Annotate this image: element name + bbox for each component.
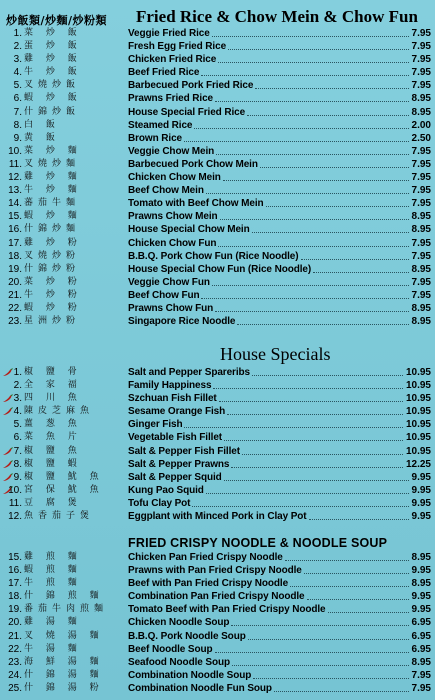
menu-item [0, 119, 435, 132]
item-price: 7.95 [411, 158, 431, 170]
item-name: Combination Noodle Soup [128, 669, 252, 681]
dot-leader [224, 472, 409, 481]
item-chinese-name: 牛 煎 麵 [24, 578, 82, 589]
item-number: 19. [8, 604, 22, 616]
item-number: 9. [13, 471, 22, 483]
item-price: 7.95 [411, 67, 431, 79]
item-number: 12. [8, 172, 22, 184]
item-chinese-name: 全 家 福 [24, 380, 82, 391]
item-price: 7.95 [411, 185, 431, 197]
dot-leader [228, 41, 409, 50]
menu-item [0, 40, 435, 53]
menu-item [0, 379, 435, 392]
dot-leader [218, 238, 408, 247]
dot-leader [242, 446, 403, 455]
item-chinese-name: 牛 湯 麵 [24, 643, 82, 654]
menu-item [0, 302, 435, 315]
item-chinese-name: 蝦 炒 粉 [24, 302, 82, 313]
item-name: Vegetable Fish Fillet [128, 432, 223, 444]
menu-item [0, 79, 435, 92]
item-name: Veggie Chow Fun [128, 276, 210, 288]
item-name: Chicken Chow Mein [128, 172, 221, 184]
menu-item [0, 643, 435, 656]
item-number: 17. [8, 237, 22, 249]
dot-leader [213, 380, 403, 389]
item-price: 10.95 [405, 380, 431, 392]
item-name: Salt and Pepper Spareribs [128, 367, 250, 378]
item-chinese-name: 椒 鹽 魷 魚 [24, 471, 104, 482]
item-name: Salt & Pepper Prawns [128, 458, 230, 470]
item-price: 7.95 [411, 80, 431, 92]
menu-item [0, 106, 435, 119]
dot-leader [206, 185, 409, 194]
item-price: 7.95 [411, 172, 431, 184]
item-name: Barbecued Pork Fried Rice [128, 80, 254, 92]
section-title-house-specials: House Specials [220, 344, 331, 364]
dot-leader [201, 290, 408, 299]
item-chinese-name: 蝦 炒 飯 [24, 93, 82, 104]
menu-item [0, 184, 435, 197]
menu-item [0, 289, 435, 302]
item-price: 7.95 [411, 250, 431, 262]
item-number: 4. [13, 67, 22, 79]
dot-leader [215, 644, 409, 653]
item-number: 21. [8, 289, 22, 301]
menu-item [0, 392, 435, 405]
dot-leader [215, 303, 408, 312]
item-chinese-name: 蕃茄牛麵 [24, 198, 81, 209]
menu-item [0, 669, 435, 682]
dot-leader [212, 28, 409, 37]
dot-leader [328, 604, 409, 613]
item-chinese-name: 什 錦 湯 麵 [24, 669, 104, 680]
menu-item [0, 250, 435, 263]
menu-item [0, 237, 435, 250]
dot-leader [301, 251, 409, 260]
item-number: 17. [8, 578, 22, 590]
item-chinese-name: 魚香茄子煲 [24, 511, 95, 522]
menu-item [0, 471, 435, 484]
item-number: 2. [13, 41, 22, 53]
menu-item [0, 92, 435, 105]
menu-item [0, 458, 435, 471]
item-name: Ginger Fish [128, 419, 183, 431]
menu-item [0, 210, 435, 223]
item-price: 9.95 [411, 511, 431, 523]
dot-leader [255, 80, 408, 89]
dot-leader [212, 277, 409, 286]
item-name: Prawns with Pan Fried Crispy Noodle [128, 565, 302, 577]
section-title-fried-rice: Fried Rice & Chow Mein & Chow Fun [136, 7, 418, 26]
item-name: Tomato with Beef Chow Mein [128, 198, 264, 210]
dot-leader [194, 120, 408, 129]
item-number: 16. [8, 565, 22, 577]
item-price: 10.95 [405, 419, 431, 431]
dot-leader [216, 146, 408, 155]
item-chinese-name: 什錦炒麵 [24, 224, 81, 235]
menu-item [0, 431, 435, 444]
noodle-soup-section [0, 551, 435, 695]
item-chinese-name: 蝦 炒 麵 [24, 211, 82, 222]
menu-item [0, 223, 435, 236]
item-name: House Special Chow Mein [128, 224, 250, 236]
item-chinese-name: 黄 飯 [24, 132, 60, 143]
item-number: 15. [8, 552, 22, 563]
item-number: 2. [13, 380, 22, 392]
menu-item [0, 616, 435, 629]
dot-leader [218, 54, 408, 63]
item-name: Tofu Clay Pot [128, 497, 191, 509]
item-price: 12.25 [405, 458, 431, 470]
item-name: Barbecued Pork Chow Mein [128, 158, 258, 170]
item-chinese-name: 菜 炒 飯 [24, 28, 82, 38]
dot-leader [307, 591, 409, 600]
item-price: 8.95 [411, 302, 431, 314]
item-chinese-name: 什錦炒飯 [24, 106, 81, 117]
item-price: 9.95 [411, 604, 431, 616]
item-name: Chicken Fried Rice [128, 54, 217, 66]
item-name: Salt & Pepper Squid [128, 471, 222, 483]
menu-item [0, 418, 435, 431]
item-name: Prawns Chow Mein [128, 211, 218, 223]
menu-item [0, 656, 435, 669]
dot-leader [285, 552, 409, 561]
item-chinese-name: 雞 炒 麵 [24, 172, 82, 183]
item-chinese-name: 菜 炒 粉 [24, 276, 82, 287]
item-number: 10. [8, 484, 22, 496]
item-price: 8.95 [411, 106, 431, 118]
menu-item [0, 158, 435, 171]
item-name: Szchuan Fish Fillet [128, 393, 217, 405]
item-chinese-name: 番茄牛肉煎麵 [24, 604, 109, 615]
dot-leader [260, 159, 409, 168]
dot-leader [206, 485, 409, 494]
item-price: 10.95 [405, 393, 431, 405]
item-price: 6.95 [411, 617, 431, 629]
dot-leader [192, 498, 408, 507]
item-chinese-name: 什錦炒粉 [24, 263, 81, 274]
menu-item [0, 590, 435, 603]
section-title-crispy-noodle: FRIED CRISPY NOODLE & NOODLE SOUP [128, 536, 388, 550]
item-chinese-name: 雞 湯 麵 [24, 617, 82, 628]
item-chinese-name: 牛 炒 粉 [24, 289, 82, 300]
item-number: 5. [13, 80, 22, 92]
item-name: Kung Pao Squid [128, 484, 204, 496]
dot-leader [252, 367, 403, 376]
item-chinese-name: 宮 保 魷 魚 [24, 484, 104, 495]
item-price: 8.95 [411, 552, 431, 563]
dot-leader [247, 107, 408, 116]
item-name: Brown Rice [128, 132, 183, 144]
item-chinese-name: 什 錦 煎 麵 [24, 591, 104, 602]
item-number: 25. [8, 682, 22, 694]
dot-leader [220, 211, 409, 220]
item-number: 11. [8, 158, 22, 170]
item-price: 6.95 [411, 630, 431, 642]
item-number: 1. [13, 28, 22, 39]
item-price: 7.95 [411, 41, 431, 53]
item-number: 16. [8, 224, 22, 236]
item-chinese-name: 叉 燒 湯 麵 [24, 630, 104, 641]
item-price: 8.95 [411, 211, 431, 223]
item-number: 9. [13, 132, 22, 144]
dot-leader [253, 670, 408, 679]
item-name: Veggie Chow Mein [128, 145, 215, 157]
menu-item [0, 445, 435, 458]
dot-leader [290, 578, 408, 587]
item-number: 3. [13, 393, 22, 405]
item-name: Beef Chow Fun [128, 289, 200, 301]
item-name: Sesame Orange Fish [128, 406, 226, 418]
item-name: Singapore Rice Noodle [128, 316, 236, 328]
menu-item [0, 263, 435, 276]
item-chinese-name: 叉燒炒麵 [24, 158, 81, 169]
item-price: 2.50 [411, 132, 431, 144]
item-price: 7.95 [411, 28, 431, 39]
menu-item [0, 603, 435, 616]
item-chinese-name: 椒 鹽 魚 [24, 445, 82, 456]
item-price: 8.95 [411, 263, 431, 275]
item-number: 4. [13, 406, 22, 418]
item-name: Fresh Egg Fried Rice [128, 41, 227, 53]
item-name: Beef Noodle Soup [128, 643, 213, 655]
item-chinese-name: 四 川 魚 [24, 393, 82, 404]
item-price: 8.95 [411, 224, 431, 236]
dot-leader [227, 406, 403, 415]
dot-leader [232, 657, 409, 666]
item-chinese-name: 牛 炒 飯 [24, 67, 82, 78]
item-number: 5. [13, 419, 22, 431]
item-name: Beef Fried Rice [128, 67, 200, 79]
item-name: Family Happiness [128, 380, 212, 392]
dot-leader [215, 93, 409, 102]
item-name: Seafood Noodle Soup [128, 656, 230, 668]
menu-item [0, 53, 435, 66]
dot-leader [231, 459, 403, 468]
item-name: Salt & Pepper Fish Fillet [128, 445, 240, 457]
menu-item [0, 66, 435, 79]
dot-leader [201, 67, 408, 76]
item-name: Chicken Pan Fried Crispy Noodle [128, 552, 283, 563]
item-name: Combination Pan Fried Crispy Noodle [128, 591, 305, 603]
item-chinese-name: 蝦 煎 麵 [24, 565, 82, 576]
dot-leader [252, 224, 409, 233]
item-name: B.B.Q. Pork Chow Fun (Rice Noodle) [128, 250, 299, 262]
item-number: 7. [13, 106, 22, 118]
menu-item [0, 276, 435, 289]
menu-item [0, 132, 435, 145]
menu-item [0, 145, 435, 158]
item-number: 23. [8, 316, 22, 328]
item-name: Tomato Beef with Pan Fried Crispy Noodle [128, 604, 326, 616]
menu-item [0, 630, 435, 643]
menu-item [0, 551, 435, 564]
menu-item [0, 682, 435, 695]
item-price: 10.95 [405, 432, 431, 444]
item-price: 9.95 [411, 484, 431, 496]
item-chinese-name: 椒 鹽 骨 [24, 367, 82, 377]
item-chinese-name: 雞 炒 飯 [24, 54, 82, 65]
item-name: Veggie Fried Rice [128, 28, 210, 39]
menu-item [0, 510, 435, 523]
dot-leader [184, 133, 409, 142]
item-price: 7.95 [411, 198, 431, 210]
menu-item [0, 405, 435, 418]
item-number: 18. [8, 250, 22, 262]
item-price: 8.95 [411, 656, 431, 668]
item-number: 10. [8, 145, 22, 157]
dot-leader [237, 316, 408, 325]
item-number: 23. [8, 656, 22, 668]
menu-item [0, 366, 435, 379]
dot-leader [231, 617, 408, 626]
item-price: 2.00 [411, 119, 431, 131]
dot-leader [309, 511, 409, 520]
item-price: 10.95 [405, 445, 431, 457]
menu-item [0, 497, 435, 510]
menu-item [0, 171, 435, 184]
dot-leader [313, 264, 408, 273]
item-number: 19. [8, 263, 22, 275]
item-number: 21. [8, 630, 22, 642]
menu-item [0, 315, 435, 328]
item-name: Prawns Fried Rice [128, 93, 213, 105]
dot-leader [224, 432, 403, 441]
item-name: House Special Fried Rice [128, 106, 246, 118]
item-number: 24. [8, 669, 22, 681]
item-price: 9.95 [411, 497, 431, 509]
item-name: Prawns Chow Fun [128, 302, 214, 314]
dot-leader [223, 172, 409, 181]
item-chinese-name: 星洲炒粉 [24, 316, 81, 327]
item-number: 8. [13, 119, 22, 131]
item-number: 7. [13, 445, 22, 457]
item-number: 13. [8, 185, 22, 197]
item-number: 6. [13, 432, 22, 444]
item-price: 6.95 [411, 643, 431, 655]
item-price: 8.95 [411, 316, 431, 328]
item-chinese-name: 什 錦 湯 粉 [24, 682, 104, 693]
item-price: 7.95 [411, 237, 431, 249]
item-chinese-name: 菜 魚 片 [24, 432, 82, 443]
dot-leader [184, 419, 403, 428]
item-number: 20. [8, 276, 22, 288]
item-name: Steamed Rice [128, 119, 193, 131]
item-price: 7.95 [411, 289, 431, 301]
item-number: 22. [8, 643, 22, 655]
item-number: 6. [13, 93, 22, 105]
item-price: 7.95 [411, 54, 431, 66]
item-number: 14. [8, 198, 22, 210]
item-number: 3. [13, 54, 22, 66]
item-price: 7.95 [411, 682, 431, 694]
item-name: Chicken Chow Fun [128, 237, 217, 249]
menu-item [0, 484, 435, 497]
item-name: Eggplant with Minced Pork in Clay Pot [128, 511, 307, 523]
item-name: Beef Chow Mein [128, 185, 204, 197]
item-chinese-name: 雞 煎 麵 [24, 552, 82, 562]
item-price: 10.95 [405, 406, 431, 418]
chinese-section-title: 炒飯類/炒麵/炒粉類 [6, 14, 108, 27]
menu-item [0, 577, 435, 590]
item-number: 12. [8, 511, 22, 523]
menu-item [0, 564, 435, 577]
item-price: 7.95 [411, 276, 431, 288]
dot-leader [304, 565, 409, 574]
menu-item [0, 27, 435, 40]
fried-rice-section [0, 27, 435, 328]
item-price: 7.95 [411, 145, 431, 157]
house-specials-section [0, 366, 435, 523]
item-chinese-name: 叉燒炒粉 [24, 250, 81, 261]
item-number: 22. [8, 302, 22, 314]
item-price: 8.95 [411, 578, 431, 590]
dot-leader [274, 683, 409, 692]
dot-leader [248, 631, 409, 640]
item-number: 11. [8, 497, 22, 509]
item-name: Combination Noodle Fun Soup [128, 682, 272, 694]
item-name: Chicken Noodle Soup [128, 617, 230, 629]
item-number: 15. [8, 211, 22, 223]
item-chinese-name: 蛋 炒 飯 [24, 41, 82, 52]
item-number: 8. [13, 458, 22, 470]
item-number: 18. [8, 591, 22, 603]
item-chinese-name: 牛 炒 麵 [24, 185, 82, 196]
item-price: 10.95 [405, 367, 431, 378]
item-name: House Special Chow Fun (Rice Noodle) [128, 263, 312, 275]
item-chinese-name: 白 飯 [24, 119, 60, 130]
item-number: 1. [13, 367, 22, 378]
item-number: 20. [8, 617, 22, 629]
dot-leader [266, 198, 409, 207]
item-name: Beef with Pan Fried Crispy Noodle [128, 578, 289, 590]
item-chinese-name: 陳皮芝麻魚 [24, 406, 95, 417]
dot-leader [219, 393, 403, 402]
item-price: 8.95 [411, 93, 431, 105]
menu-item [0, 197, 435, 210]
item-price: 9.95 [411, 591, 431, 603]
item-chinese-name: 椒 鹽 蝦 [24, 458, 82, 469]
item-chinese-name: 叉燒炒飯 [24, 80, 81, 91]
item-chinese-name: 菜 炒 麵 [24, 145, 82, 156]
item-price: 9.95 [411, 471, 431, 483]
item-chinese-name: 豆 腐 煲 [24, 497, 82, 508]
item-chinese-name: 海 鮮 湯 麵 [24, 656, 104, 667]
item-chinese-name: 薑 葱 魚 [24, 419, 82, 430]
item-price: 9.95 [411, 565, 431, 577]
item-price: 7.95 [411, 669, 431, 681]
item-name: B.B.Q. Pork Noodle Soup [128, 630, 246, 642]
item-chinese-name: 雞 炒 粉 [24, 237, 82, 248]
